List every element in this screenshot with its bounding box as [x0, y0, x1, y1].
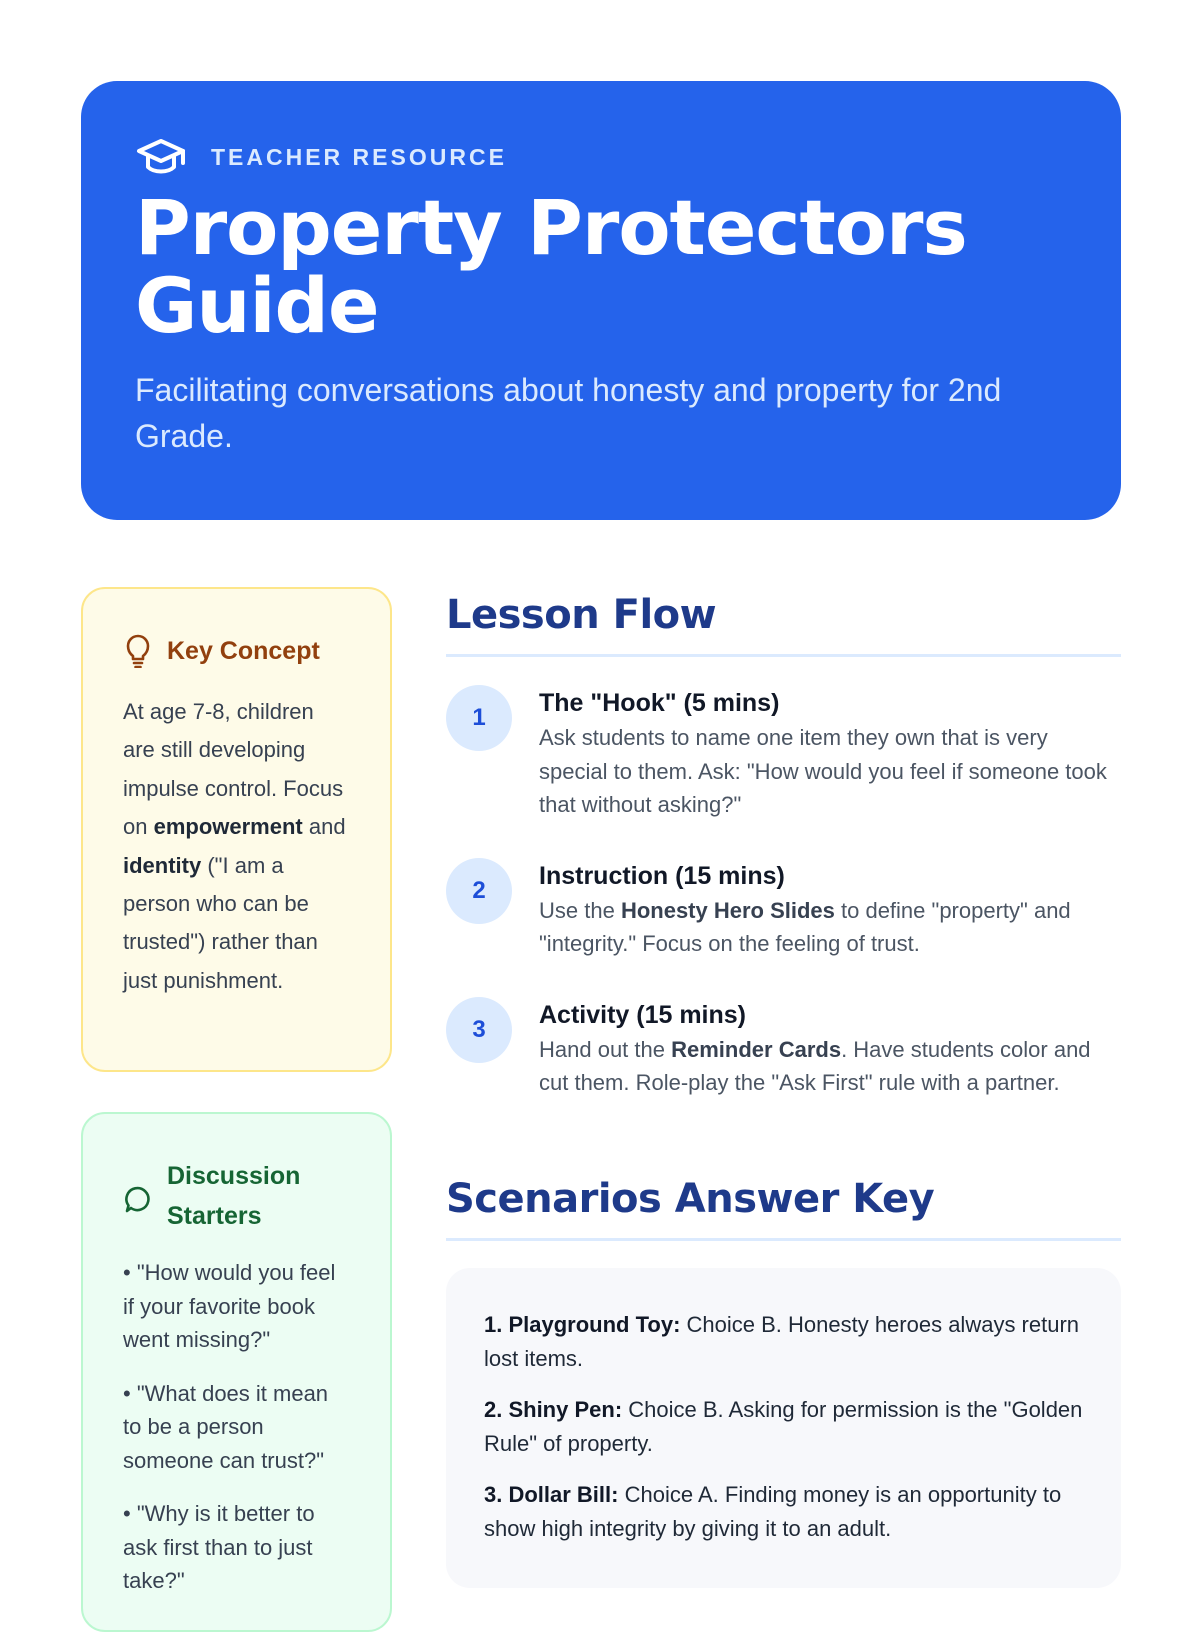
key-concept-header — [123, 631, 350, 671]
step-title: The "Hook" (5 mins) — [539, 689, 780, 717]
discussion-starters-card — [81, 1112, 392, 1632]
chat-bubble-icon — [123, 1181, 153, 1215]
discussion-header — [123, 1156, 350, 1236]
hero-banner — [81, 81, 1121, 520]
step-title: Instruction (15 mins) — [539, 861, 785, 890]
discussion-list — [123, 1256, 350, 1598]
answer-key-box — [446, 1268, 1121, 1588]
lesson-step — [446, 997, 1121, 1100]
step-description: Hand out the Reminder Cards. Have students color and cut them. Role-play the "Ask First" rule with a partner. — [539, 1036, 1091, 1095]
page-title — [135, 183, 1067, 350]
bold-empowerment: empowerment — [153, 814, 303, 840]
bold-identity: identity — [123, 852, 202, 878]
answer-key-title: Scenarios Answer Key — [446, 1176, 1121, 1241]
step-number: 3 — [446, 997, 512, 1063]
list-item: • "Why is it better to ask first than to just take?" — [123, 1501, 315, 1593]
answer-item: 2. Shiny Pen: Choice B. Asking for permission is the "Golden Rule" of property. — [484, 1397, 1083, 1456]
graduation-cap-icon — [135, 135, 187, 179]
list-item: • "What does it mean to be a person someone can trust?" — [123, 1380, 329, 1473]
step-description: Use the Honesty Hero Slides to define "property" and "integrity." Focus on the feeling of trust. — [539, 897, 1071, 956]
bold-reminder-cards: Reminder Cards — [671, 1036, 842, 1062]
eyebrow-label: TEACHER RESOURCE — [211, 143, 507, 170]
key-concept-text: At age 7-8, children are still developing impulse control. Focus on empowerment and identity ("I am a person who can be trusted") rather than just punishment. — [123, 699, 346, 993]
key-concept-card — [81, 587, 392, 1072]
answer-item: 3. Dollar Bill: Choice A. Finding money is an opportunity to show high integrity by giving it to an adult. — [484, 1482, 1062, 1541]
key-concept-heading: Key Concept — [167, 637, 320, 665]
list-item: • "How would you feel if your favorite book went missing?" — [123, 1260, 336, 1352]
page-subtitle: Facilitating conversations about honesty and property for 2nd Grade. — [135, 372, 1002, 454]
step-title: Activity (15 mins) — [539, 1000, 747, 1029]
lesson-step — [446, 858, 1121, 961]
title-line-2: Guide — [135, 261, 379, 350]
bold-honesty-hero-slides: Honesty Hero Slides — [620, 897, 835, 923]
step-number: 1 — [446, 685, 512, 751]
title-line-1: Property Protectors — [135, 183, 967, 272]
step-number: 2 — [446, 858, 512, 924]
lesson-flow-title: Lesson Flow — [446, 592, 1121, 657]
discussion-heading: Discussion Starters — [167, 1162, 301, 1230]
lightbulb-icon — [123, 634, 153, 668]
answer-item: 1. Playground Toy: Choice B. Honesty heroes always return lost items. — [484, 1312, 1080, 1371]
step-description: Ask students to name one item they own that is very special to them. Ask: "How would you feel if someone took that without asking?" — [539, 725, 1107, 817]
answer-label: 1. Playground Toy: — [484, 1312, 681, 1337]
answer-label: 3. Dollar Bill: — [484, 1482, 619, 1507]
lesson-step — [446, 685, 1121, 822]
eyebrow — [135, 135, 1067, 179]
lesson-steps — [446, 685, 1121, 1136]
answer-label: 2. Shiny Pen: — [484, 1397, 623, 1422]
